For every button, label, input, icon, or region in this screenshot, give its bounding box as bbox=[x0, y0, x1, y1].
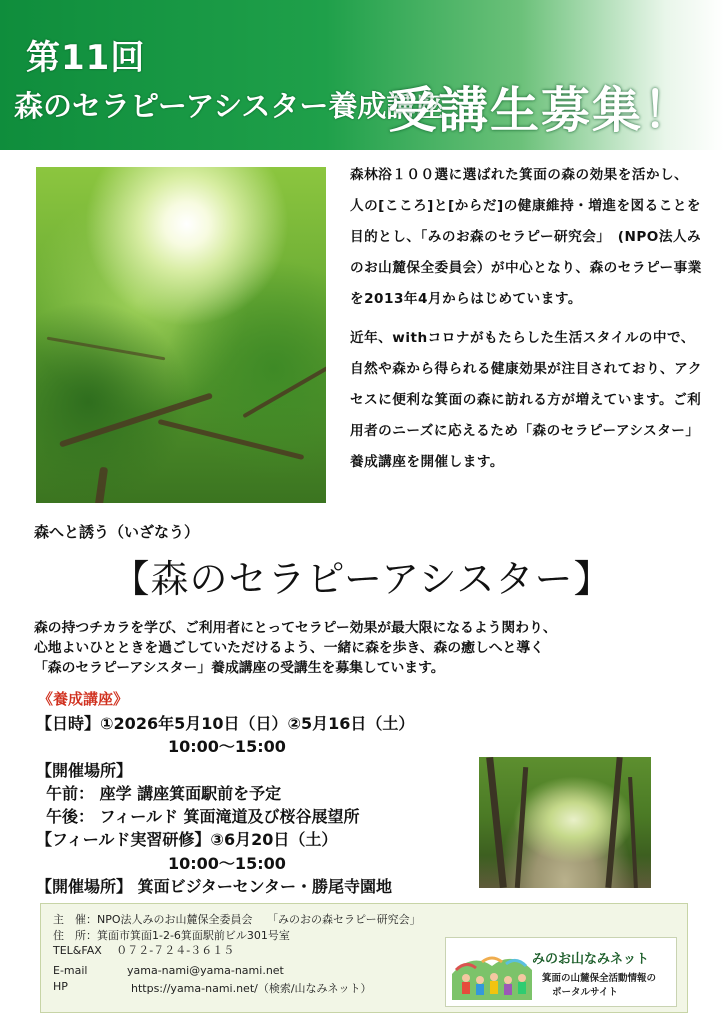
homepage-link[interactable]: https://yama-nami.net/（検索/山なみネット） bbox=[131, 982, 372, 995]
invite-tagline: 森へと誘う（いざなう） bbox=[34, 523, 200, 541]
logo-subtitle-line: 箕面の山麓保全活動情報の bbox=[542, 973, 657, 984]
header-banner bbox=[0, 0, 724, 150]
recruitment-heading: 受講生募集！ bbox=[388, 82, 695, 139]
forest-trail-photo bbox=[479, 757, 651, 888]
edition-label: 第11回 bbox=[26, 38, 146, 78]
afternoon-session: 午後： フィールド 箕面滝道及び桜谷展望所 bbox=[46, 807, 360, 827]
time-line: 10:00～15:00 bbox=[168, 737, 286, 757]
logo-title: みのお山なみネット bbox=[532, 952, 650, 967]
course-section-heading: 《養成講座》 bbox=[38, 690, 129, 708]
logo-subtitle-line: ポータルサイト bbox=[552, 987, 618, 998]
field-training-line: 【フィールド実習研修】③6月20日（土） bbox=[36, 830, 338, 850]
intro-text bbox=[350, 160, 702, 486]
description-line: 心地よいひとときを過ごしていただけるよう、一緒に森を歩き、森の癒しへと導く bbox=[34, 640, 544, 656]
hp-label: HP bbox=[53, 980, 68, 993]
description-line: 森の持つチカラを学び、ご利用者にとってセラピー効果が最大限になるよう関わり、 bbox=[34, 620, 557, 636]
intro-paragraph: 森林浴１００選に選ばれた箕面の森の効果を活かし、人の[こころ]と[からだ]の健康維持・増進を図ることを目的とし、「みのお森のセラピー研究会」 (NPO法人みのお山麓保全委員会）が中心となり、森のセラピー事業を2013年4月からはじめています。 bbox=[350, 167, 702, 307]
address-line: 住 所：箕面市箕面1-2-6箕面駅前ビル301号室 bbox=[53, 929, 290, 942]
course-name-heading: 森のセラピーアシスター養成講座 bbox=[14, 89, 445, 123]
forest-canopy-photo bbox=[36, 167, 326, 503]
yamanami-net-logo[interactable] bbox=[445, 937, 677, 1007]
logo-subtitle bbox=[542, 972, 656, 1000]
field-venue-line: 【開催場所】 箕面ビジターセンター・勝尾寺園地 bbox=[36, 877, 392, 897]
email-label: E-mail bbox=[53, 964, 88, 977]
morning-session: 午前： 座学 講座箕面駅前を予定 bbox=[46, 783, 282, 803]
people-illustration-icon bbox=[452, 944, 532, 1000]
email-link[interactable]: yama-nami@yama-nami.net bbox=[127, 964, 284, 977]
description-line: 「森のセラピーアシスター」養成講座の受講生を募集しています。 bbox=[34, 660, 445, 676]
program-title: 【森のセラピーアシスター】 bbox=[111, 557, 613, 601]
intro-paragraph: 近年、withコロナがもたらした生活スタイルの中で、自然や森から得られる健康効果が注目されており、アクセスに便利な箕面の森に訪れる方が増えています。ご利用者のニーズに応えるため「森のセラピーアシスター」養成講座を開催します。 bbox=[350, 330, 702, 470]
field-time-line: 10:00～15:00 bbox=[168, 853, 286, 873]
contact-footer bbox=[40, 903, 688, 1013]
program-description bbox=[34, 618, 704, 678]
tel-fax-line: TEL&FAX ０７２-７２４-３６１５ bbox=[53, 944, 235, 957]
course-details bbox=[36, 712, 476, 898]
venue-heading: 【開催場所】 bbox=[36, 760, 133, 780]
date-line: 【日時】①2026年5月10日（日）②5月16日（土） bbox=[36, 714, 415, 733]
organizer-line: 主 催：NPO法人みのお山麓保全委員会 「みのおの森セラピー研究会」 bbox=[53, 913, 421, 926]
